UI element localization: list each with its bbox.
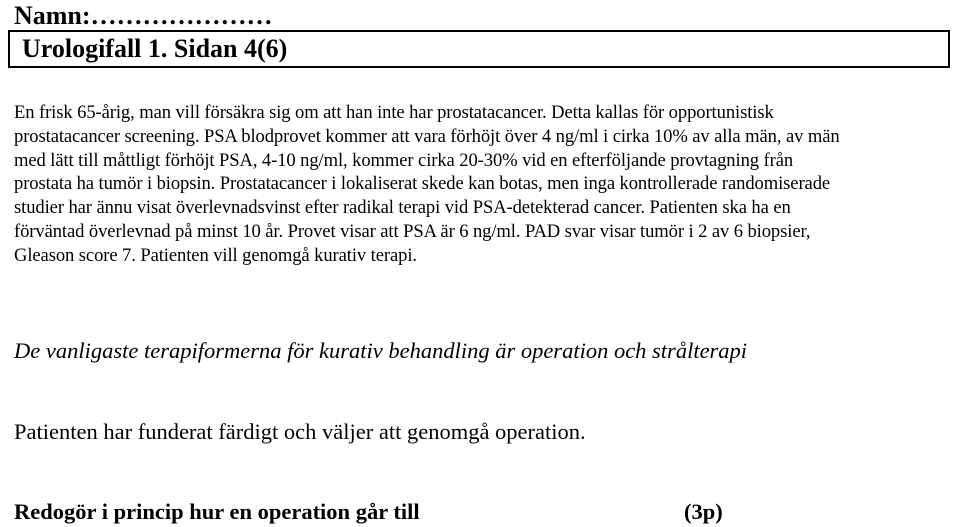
patient-choice-text: Patienten har funderat färdigt och väljer att genomgå operation. — [14, 419, 586, 444]
case-description — [14, 101, 944, 268]
case-line-6: förväntad överlevnad på minst 10 år. Provet visar att PSA är 6 ng/ml. PAD svar visar tumör i 2 av 6 biopsier, — [14, 220, 811, 242]
therapy-statement: De vanligaste terapiformerna för kurativ behandling är operation och strålterapi — [14, 338, 748, 363]
question-text: Redogör i princip hur en operation går till — [14, 499, 420, 524]
question-points: (3p) — [684, 499, 723, 524]
case-line-2: prostatacancer screening. PSA blodprovet kommer att vara förhöjt över 4 ng/ml i cirka 10% av alla män, av män — [14, 125, 840, 147]
case-line-4: prostata ha tumör i biopsin. Prostatacancer i lokaliserat skede kan botas, men inga kontrollerade randomiserade — [14, 173, 831, 195]
case-line-1: En frisk 65-årig, man vill försäkra sig om att han inte har prostatacancer. Detta kallas för opportunistisk — [14, 102, 774, 123]
case-line-5: studier har ännu visat överlevnadsvinst efter radikal terapi vid PSA-detekterad cancer. Patienten ska ha en — [14, 197, 791, 219]
name-field-label: Namn:………………… — [14, 1, 273, 30]
title-box — [8, 30, 950, 68]
case-line-3: med lätt till måttligt förhöjt PSA, 4-10 ng/ml, kommer cirka 20-30% vid en efterföljande provtagning från — [14, 149, 794, 171]
case-line-7: Gleason score 7. Patienten vill genomgå kurativ terapi. — [14, 244, 417, 266]
page-title: Urologifall 1. Sidan 4(6) — [22, 34, 288, 63]
